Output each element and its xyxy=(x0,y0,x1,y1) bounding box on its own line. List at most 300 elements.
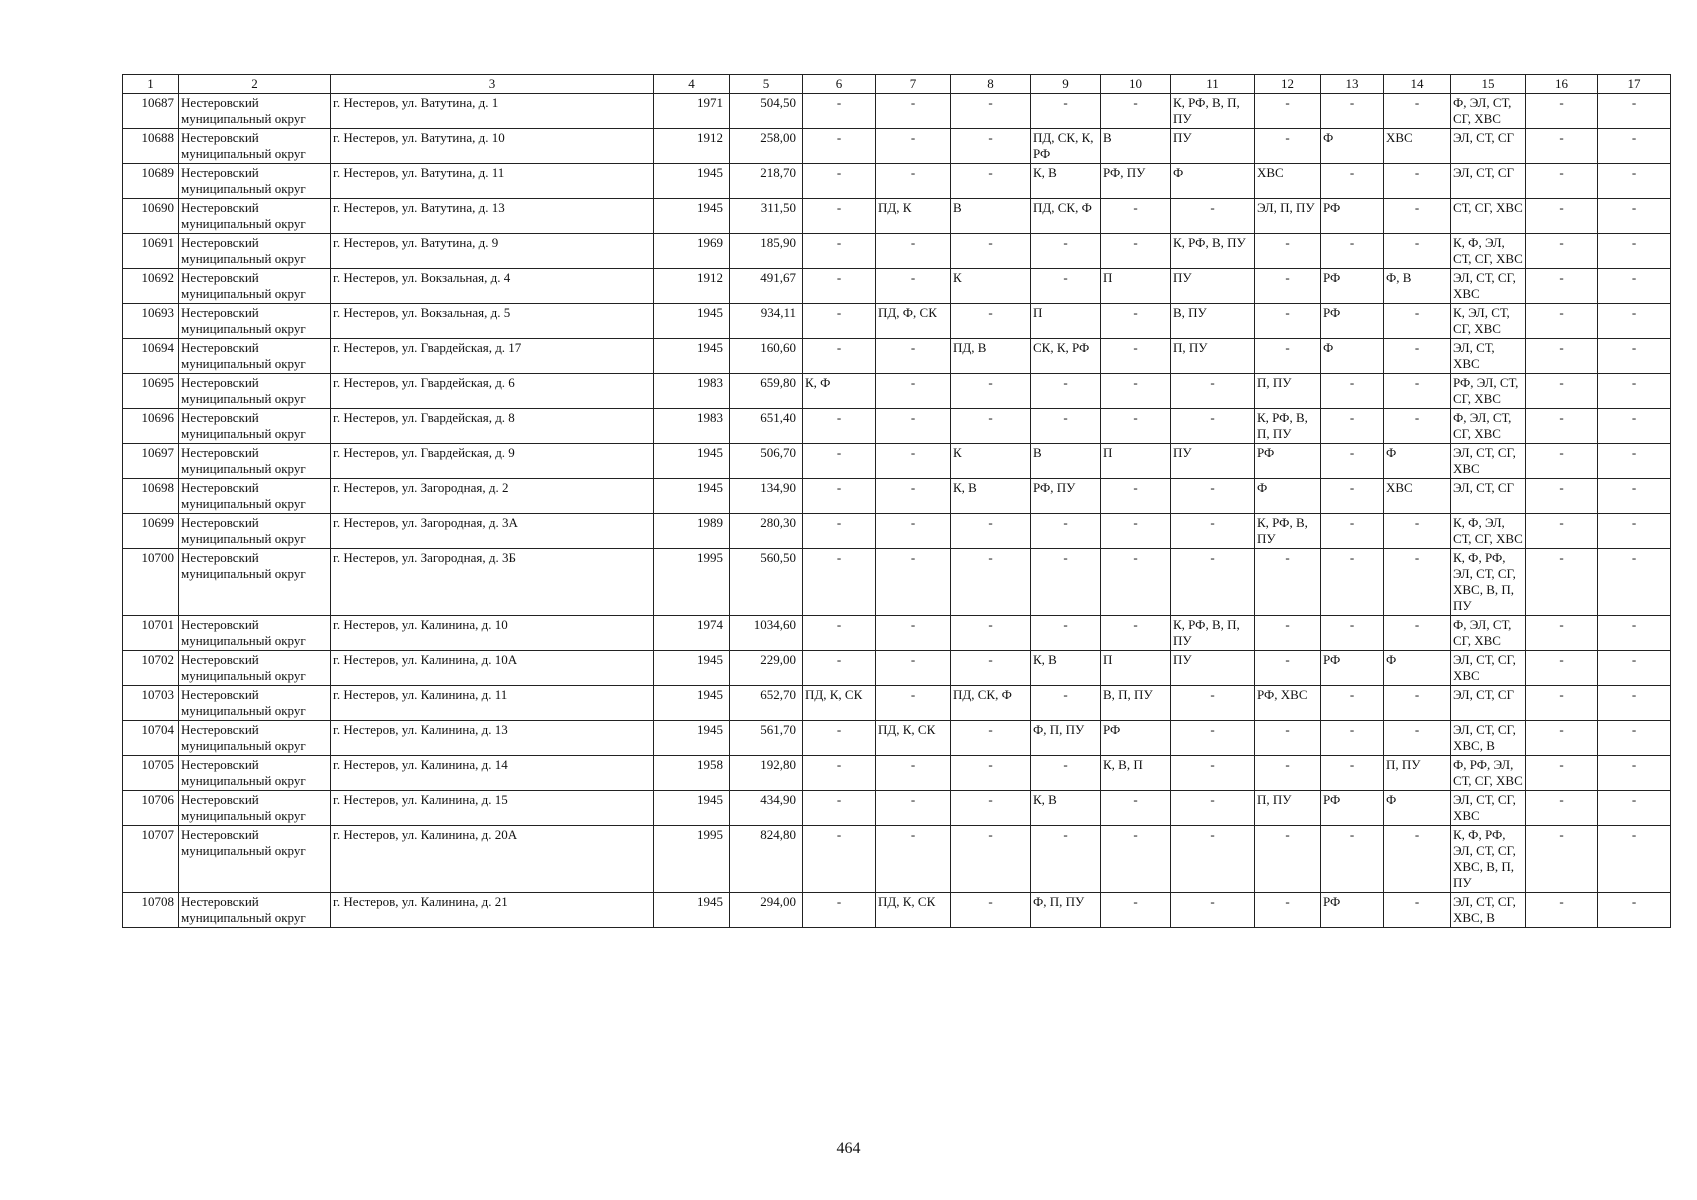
table-cell-col-6: - xyxy=(803,129,876,164)
table-cell-col-2: Нестеровский муниципальный округ xyxy=(179,269,331,304)
table-cell-col-13: РФ xyxy=(1321,269,1384,304)
table-cell-col-9: РФ, ПУ xyxy=(1031,479,1101,514)
column-header-6: 6 xyxy=(803,75,876,94)
table-cell-col-6: - xyxy=(803,339,876,374)
table-cell-col-3: г. Нестеров, ул. Загородная, д. 3А xyxy=(331,514,654,549)
table-cell-col-9: ПД, СК, Ф xyxy=(1031,199,1101,234)
table-cell-col-16: - xyxy=(1526,514,1598,549)
table-cell-col-15: ЭЛ, СТ, СГ, ХВС xyxy=(1451,651,1526,686)
table-cell-col-16: - xyxy=(1526,339,1598,374)
table-cell-col-3: г. Нестеров, ул. Калинина, д. 10 xyxy=(331,616,654,651)
table-cell-col-4: 1945 xyxy=(654,721,730,756)
table-cell-col-11: П, ПУ xyxy=(1171,339,1255,374)
column-header-13: 13 xyxy=(1321,75,1384,94)
table-cell-col-4: 1912 xyxy=(654,129,730,164)
table-cell-col-4: 1969 xyxy=(654,234,730,269)
table-cell-col-7: - xyxy=(876,444,951,479)
table-cell-col-17: - xyxy=(1598,721,1671,756)
table-cell-col-9: - xyxy=(1031,616,1101,651)
table-cell-col-2: Нестеровский муниципальный округ xyxy=(179,409,331,444)
table-cell-col-2: Нестеровский муниципальный округ xyxy=(179,791,331,826)
table-cell-col-2: Нестеровский муниципальный округ xyxy=(179,756,331,791)
table-cell-col-5: 934,11 xyxy=(730,304,803,339)
table-cell-col-3: г. Нестеров, ул. Вокзальная, д. 4 xyxy=(331,269,654,304)
table-cell-col-3: г. Нестеров, ул. Гвардейская, д. 17 xyxy=(331,339,654,374)
table-cell-col-10: - xyxy=(1101,549,1171,616)
table-row xyxy=(123,94,1671,129)
table-cell-col-14: ХВС xyxy=(1384,479,1451,514)
table-cell-col-7: - xyxy=(876,269,951,304)
table-cell-col-15: Ф, ЭЛ, СТ, СГ, ХВС xyxy=(1451,409,1526,444)
table-row xyxy=(123,304,1671,339)
table-cell-col-4: 1995 xyxy=(654,826,730,893)
table-cell-col-9: - xyxy=(1031,514,1101,549)
table-cell-col-5: 652,70 xyxy=(730,686,803,721)
table-cell-col-17: - xyxy=(1598,893,1671,928)
table-cell-col-12: - xyxy=(1255,304,1321,339)
table-cell-col-10: В, П, ПУ xyxy=(1101,686,1171,721)
table-cell-col-13: РФ xyxy=(1321,791,1384,826)
table-cell-col-11: - xyxy=(1171,893,1255,928)
column-header-10: 10 xyxy=(1101,75,1171,94)
table-cell-col-13: - xyxy=(1321,514,1384,549)
column-header-12: 12 xyxy=(1255,75,1321,94)
table-cell-col-13: - xyxy=(1321,444,1384,479)
table-cell-col-8: ПД, СК, Ф xyxy=(951,686,1031,721)
table-cell-col-7: ПД, К, СК xyxy=(876,721,951,756)
table-cell-col-1: 10696 xyxy=(123,409,179,444)
table-cell-col-5: 294,00 xyxy=(730,893,803,928)
table-cell-col-12: - xyxy=(1255,94,1321,129)
table-cell-col-17: - xyxy=(1598,651,1671,686)
table-cell-col-8: - xyxy=(951,514,1031,549)
table-cell-col-11: - xyxy=(1171,549,1255,616)
table-cell-col-14: П, ПУ xyxy=(1384,756,1451,791)
table-cell-col-13: Ф xyxy=(1321,129,1384,164)
table-cell-col-14: - xyxy=(1384,234,1451,269)
table-cell-col-16: - xyxy=(1526,791,1598,826)
table-cell-col-12: Ф xyxy=(1255,479,1321,514)
table-cell-col-15: ЭЛ, СТ, СГ xyxy=(1451,479,1526,514)
table-cell-col-1: 10698 xyxy=(123,479,179,514)
table-cell-col-12: - xyxy=(1255,616,1321,651)
table-cell-col-5: 434,90 xyxy=(730,791,803,826)
table-cell-col-14: - xyxy=(1384,616,1451,651)
table-cell-col-13: - xyxy=(1321,234,1384,269)
table-cell-col-5: 160,60 xyxy=(730,339,803,374)
table-cell-col-10: - xyxy=(1101,94,1171,129)
table-cell-col-4: 1983 xyxy=(654,374,730,409)
table-row xyxy=(123,234,1671,269)
table-cell-col-16: - xyxy=(1526,409,1598,444)
table-cell-col-16: - xyxy=(1526,479,1598,514)
table-cell-col-8: - xyxy=(951,651,1031,686)
table-cell-col-6: - xyxy=(803,651,876,686)
table-cell-col-16: - xyxy=(1526,721,1598,756)
table-cell-col-4: 1945 xyxy=(654,686,730,721)
register-table xyxy=(122,74,1671,928)
table-cell-col-15: ЭЛ, СТ, СГ, ХВС xyxy=(1451,444,1526,479)
table-row xyxy=(123,479,1671,514)
table-cell-col-1: 10708 xyxy=(123,893,179,928)
table-cell-col-7: - xyxy=(876,479,951,514)
table-cell-col-4: 1945 xyxy=(654,444,730,479)
table-cell-col-9: - xyxy=(1031,756,1101,791)
table-cell-col-14: - xyxy=(1384,514,1451,549)
table-cell-col-13: РФ xyxy=(1321,199,1384,234)
table-cell-col-17: - xyxy=(1598,756,1671,791)
table-cell-col-4: 1945 xyxy=(654,164,730,199)
table-cell-col-4: 1945 xyxy=(654,791,730,826)
table-cell-col-6: - xyxy=(803,164,876,199)
table-cell-col-3: г. Нестеров, ул. Загородная, д. 2 xyxy=(331,479,654,514)
column-header-8: 8 xyxy=(951,75,1031,94)
page-number: 464 xyxy=(836,1140,861,1157)
column-header-5: 5 xyxy=(730,75,803,94)
column-header-1: 1 xyxy=(123,75,179,94)
table-cell-col-5: 506,70 xyxy=(730,444,803,479)
table-cell-col-15: РФ, ЭЛ, СТ, СГ, ХВС xyxy=(1451,374,1526,409)
table-row xyxy=(123,374,1671,409)
table-cell-col-8: - xyxy=(951,791,1031,826)
table-cell-col-17: - xyxy=(1598,129,1671,164)
table-cell-col-14: - xyxy=(1384,304,1451,339)
table-cell-col-14: - xyxy=(1384,199,1451,234)
table-cell-col-10: П xyxy=(1101,651,1171,686)
table-cell-col-12: - xyxy=(1255,893,1321,928)
table-cell-col-2: Нестеровский муниципальный округ xyxy=(179,94,331,129)
table-cell-col-10: - xyxy=(1101,304,1171,339)
column-header-7: 7 xyxy=(876,75,951,94)
table-cell-col-5: 218,70 xyxy=(730,164,803,199)
table-cell-col-5: 185,90 xyxy=(730,234,803,269)
table-cell-col-17: - xyxy=(1598,549,1671,616)
table-cell-col-8: К xyxy=(951,444,1031,479)
table-cell-col-16: - xyxy=(1526,234,1598,269)
table-cell-col-8: - xyxy=(951,234,1031,269)
table-cell-col-3: г. Нестеров, ул. Калинина, д. 11 xyxy=(331,686,654,721)
table-cell-col-14: - xyxy=(1384,826,1451,893)
table-cell-col-12: - xyxy=(1255,756,1321,791)
table-body xyxy=(123,94,1671,928)
table-cell-col-15: ЭЛ, СТ, СГ, ХВС xyxy=(1451,791,1526,826)
table-cell-col-16: - xyxy=(1526,129,1598,164)
table-cell-col-5: 229,00 xyxy=(730,651,803,686)
table-cell-col-16: - xyxy=(1526,616,1598,651)
table-cell-col-13: - xyxy=(1321,721,1384,756)
table-cell-col-14: - xyxy=(1384,893,1451,928)
table-cell-col-1: 10697 xyxy=(123,444,179,479)
table-row xyxy=(123,199,1671,234)
table-cell-col-1: 10690 xyxy=(123,199,179,234)
table-cell-col-8: - xyxy=(951,409,1031,444)
table-cell-col-9: - xyxy=(1031,826,1101,893)
table-cell-col-8: - xyxy=(951,826,1031,893)
table-row xyxy=(123,409,1671,444)
table-cell-col-12: ЭЛ, П, ПУ xyxy=(1255,199,1321,234)
table-cell-col-1: 10707 xyxy=(123,826,179,893)
table-row xyxy=(123,129,1671,164)
table-cell-col-2: Нестеровский муниципальный округ xyxy=(179,549,331,616)
table-cell-col-9: ПД, СК, К, РФ xyxy=(1031,129,1101,164)
table-cell-col-1: 10704 xyxy=(123,721,179,756)
table-cell-col-9: - xyxy=(1031,686,1101,721)
table-row xyxy=(123,686,1671,721)
table-cell-col-11: - xyxy=(1171,791,1255,826)
table-cell-col-12: - xyxy=(1255,721,1321,756)
table-cell-col-16: - xyxy=(1526,756,1598,791)
table-cell-col-5: 824,80 xyxy=(730,826,803,893)
table-cell-col-14: - xyxy=(1384,94,1451,129)
table-cell-col-12: ХВС xyxy=(1255,164,1321,199)
table-cell-col-1: 10706 xyxy=(123,791,179,826)
table-cell-col-15: СТ, СГ, ХВС xyxy=(1451,199,1526,234)
table-cell-col-7: - xyxy=(876,826,951,893)
table-cell-col-5: 258,00 xyxy=(730,129,803,164)
table-cell-col-8: - xyxy=(951,374,1031,409)
table-cell-col-11: - xyxy=(1171,686,1255,721)
table-cell-col-9: - xyxy=(1031,94,1101,129)
table-cell-col-16: - xyxy=(1526,686,1598,721)
table-cell-col-17: - xyxy=(1598,199,1671,234)
table-cell-col-2: Нестеровский муниципальный округ xyxy=(179,826,331,893)
table-cell-col-9: В xyxy=(1031,444,1101,479)
table-cell-col-9: К, В xyxy=(1031,651,1101,686)
table-cell-col-6: - xyxy=(803,721,876,756)
table-cell-col-7: - xyxy=(876,651,951,686)
table-cell-col-15: К, Ф, ЭЛ, СТ, СГ, ХВС xyxy=(1451,514,1526,549)
table-row xyxy=(123,616,1671,651)
table-cell-col-12: - xyxy=(1255,269,1321,304)
table-row xyxy=(123,269,1671,304)
table-cell-col-14: - xyxy=(1384,164,1451,199)
table-cell-col-11: - xyxy=(1171,756,1255,791)
table-row xyxy=(123,651,1671,686)
table-cell-col-17: - xyxy=(1598,339,1671,374)
table-cell-col-1: 10687 xyxy=(123,94,179,129)
table-cell-col-15: К, Ф, РФ, ЭЛ, СТ, СГ, ХВС, В, П, ПУ xyxy=(1451,549,1526,616)
table-cell-col-4: 1989 xyxy=(654,514,730,549)
table-cell-col-15: ЭЛ, СТ, СГ xyxy=(1451,164,1526,199)
table-cell-col-5: 134,90 xyxy=(730,479,803,514)
table-cell-col-10: - xyxy=(1101,479,1171,514)
column-header-4: 4 xyxy=(654,75,730,94)
table-cell-col-8: - xyxy=(951,164,1031,199)
table-cell-col-5: 311,50 xyxy=(730,199,803,234)
table-row xyxy=(123,339,1671,374)
table-cell-col-6: - xyxy=(803,304,876,339)
table-cell-col-1: 10693 xyxy=(123,304,179,339)
table-cell-col-11: - xyxy=(1171,479,1255,514)
table-cell-col-15: ЭЛ, СТ, СГ xyxy=(1451,129,1526,164)
table-cell-col-4: 1912 xyxy=(654,269,730,304)
table-row xyxy=(123,164,1671,199)
table-cell-col-2: Нестеровский муниципальный округ xyxy=(179,893,331,928)
column-header-9: 9 xyxy=(1031,75,1101,94)
table-cell-col-2: Нестеровский муниципальный округ xyxy=(179,479,331,514)
table-cell-col-14: - xyxy=(1384,374,1451,409)
table-cell-col-12: - xyxy=(1255,339,1321,374)
table-cell-col-11: К, РФ, В, П, ПУ xyxy=(1171,616,1255,651)
table-row xyxy=(123,444,1671,479)
table-cell-col-5: 504,50 xyxy=(730,94,803,129)
table-cell-col-6: К, Ф xyxy=(803,374,876,409)
table-cell-col-3: г. Нестеров, ул. Гвардейская, д. 8 xyxy=(331,409,654,444)
table-cell-col-3: г. Нестеров, ул. Калинина, д. 15 xyxy=(331,791,654,826)
table-cell-col-4: 1945 xyxy=(654,893,730,928)
table-cell-col-14: - xyxy=(1384,549,1451,616)
table-row xyxy=(123,756,1671,791)
table-cell-col-7: - xyxy=(876,129,951,164)
table-cell-col-12: П, ПУ xyxy=(1255,374,1321,409)
table-cell-col-15: К, Ф, ЭЛ, СТ, СГ, ХВС xyxy=(1451,234,1526,269)
table-cell-col-13: - xyxy=(1321,549,1384,616)
table-cell-col-17: - xyxy=(1598,791,1671,826)
table-cell-col-7: ПД, Ф, СК xyxy=(876,304,951,339)
column-header-11: 11 xyxy=(1171,75,1255,94)
table-cell-col-3: г. Нестеров, ул. Ватутина, д. 1 xyxy=(331,94,654,129)
table-cell-col-9: Ф, П, ПУ xyxy=(1031,893,1101,928)
table-cell-col-8: К, В xyxy=(951,479,1031,514)
table-cell-col-16: - xyxy=(1526,304,1598,339)
table-cell-col-11: ПУ xyxy=(1171,444,1255,479)
table-cell-col-12: РФ, ХВС xyxy=(1255,686,1321,721)
table-cell-col-14: Ф xyxy=(1384,444,1451,479)
table-cell-col-2: Нестеровский муниципальный округ xyxy=(179,304,331,339)
table-cell-col-2: Нестеровский муниципальный округ xyxy=(179,164,331,199)
table-row xyxy=(123,721,1671,756)
table-cell-col-2: Нестеровский муниципальный округ xyxy=(179,651,331,686)
table-cell-col-15: Ф, ЭЛ, СТ, СГ, ХВС xyxy=(1451,94,1526,129)
table-cell-col-3: г. Нестеров, ул. Ватутина, д. 11 xyxy=(331,164,654,199)
table-cell-col-16: - xyxy=(1526,269,1598,304)
table-cell-col-10: РФ, ПУ xyxy=(1101,164,1171,199)
table-cell-col-3: г. Нестеров, ул. Калинина, д. 14 xyxy=(331,756,654,791)
table-cell-col-14: - xyxy=(1384,339,1451,374)
table-cell-col-6: - xyxy=(803,94,876,129)
table-cell-col-10: - xyxy=(1101,791,1171,826)
table-cell-col-3: г. Нестеров, ул. Ватутина, д. 9 xyxy=(331,234,654,269)
table-cell-col-8: - xyxy=(951,304,1031,339)
table-cell-col-10: - xyxy=(1101,339,1171,374)
table-cell-col-1: 10692 xyxy=(123,269,179,304)
table-cell-col-16: - xyxy=(1526,199,1598,234)
table-cell-col-2: Нестеровский муниципальный округ xyxy=(179,339,331,374)
table-cell-col-10: - xyxy=(1101,409,1171,444)
table-cell-col-10: П xyxy=(1101,444,1171,479)
column-header-17: 17 xyxy=(1598,75,1671,94)
table-cell-col-6: ПД, К, СК xyxy=(803,686,876,721)
table-cell-col-2: Нестеровский муниципальный округ xyxy=(179,199,331,234)
table-cell-col-15: ЭЛ, СТ, СГ, ХВС, В xyxy=(1451,893,1526,928)
table-cell-col-7: - xyxy=(876,374,951,409)
table-cell-col-13: - xyxy=(1321,756,1384,791)
table-cell-col-6: - xyxy=(803,893,876,928)
table-cell-col-6: - xyxy=(803,616,876,651)
table-cell-col-4: 1945 xyxy=(654,339,730,374)
table-cell-col-6: - xyxy=(803,409,876,444)
table-cell-col-4: 1971 xyxy=(654,94,730,129)
table-cell-col-3: г. Нестеров, ул. Гвардейская, д. 6 xyxy=(331,374,654,409)
table-cell-col-17: - xyxy=(1598,94,1671,129)
column-header-15: 15 xyxy=(1451,75,1526,94)
table-cell-col-8: В xyxy=(951,199,1031,234)
table-cell-col-16: - xyxy=(1526,826,1598,893)
table-cell-col-13: Ф xyxy=(1321,339,1384,374)
table-cell-col-1: 10703 xyxy=(123,686,179,721)
table-cell-col-4: 1958 xyxy=(654,756,730,791)
table-cell-col-9: - xyxy=(1031,234,1101,269)
table-cell-col-3: г. Нестеров, ул. Вокзальная, д. 5 xyxy=(331,304,654,339)
table-cell-col-2: Нестеровский муниципальный округ xyxy=(179,616,331,651)
table-cell-col-15: ЭЛ, СТ, СГ, ХВС, В xyxy=(1451,721,1526,756)
table-cell-col-15: ЭЛ, СТ, СГ, ХВС xyxy=(1451,269,1526,304)
table-cell-col-17: - xyxy=(1598,616,1671,651)
table-cell-col-2: Нестеровский муниципальный округ xyxy=(179,686,331,721)
table-cell-col-8: К xyxy=(951,269,1031,304)
table-row xyxy=(123,826,1671,893)
table-cell-col-9: - xyxy=(1031,269,1101,304)
table-cell-col-15: Ф, РФ, ЭЛ, СТ, СГ, ХВС xyxy=(1451,756,1526,791)
table-cell-col-17: - xyxy=(1598,234,1671,269)
table-cell-col-15: К, Ф, РФ, ЭЛ, СТ, СГ, ХВС, В, П, ПУ xyxy=(1451,826,1526,893)
table-cell-col-6: - xyxy=(803,791,876,826)
table-cell-col-7: - xyxy=(876,616,951,651)
table-cell-col-7: - xyxy=(876,164,951,199)
table-cell-col-10: П xyxy=(1101,269,1171,304)
table-cell-col-17: - xyxy=(1598,479,1671,514)
table-cell-col-12: - xyxy=(1255,129,1321,164)
table-cell-col-1: 10705 xyxy=(123,756,179,791)
table-cell-col-7: ПД, К, СК xyxy=(876,893,951,928)
table-cell-col-1: 10694 xyxy=(123,339,179,374)
table-cell-col-4: 1945 xyxy=(654,199,730,234)
table-cell-col-5: 651,40 xyxy=(730,409,803,444)
table-cell-col-2: Нестеровский муниципальный округ xyxy=(179,721,331,756)
table-cell-col-9: - xyxy=(1031,374,1101,409)
table-cell-col-17: - xyxy=(1598,164,1671,199)
table-cell-col-14: - xyxy=(1384,409,1451,444)
table-cell-col-1: 10695 xyxy=(123,374,179,409)
table-row xyxy=(123,549,1671,616)
table-cell-col-10: - xyxy=(1101,514,1171,549)
table-cell-col-13: - xyxy=(1321,616,1384,651)
table-cell-col-4: 1945 xyxy=(654,479,730,514)
table-cell-col-8: - xyxy=(951,721,1031,756)
table-cell-col-3: г. Нестеров, ул. Гвардейская, д. 9 xyxy=(331,444,654,479)
table-cell-col-10: - xyxy=(1101,893,1171,928)
table-cell-col-16: - xyxy=(1526,549,1598,616)
table-cell-col-5: 659,80 xyxy=(730,374,803,409)
table-cell-col-1: 10691 xyxy=(123,234,179,269)
table-cell-col-10: В xyxy=(1101,129,1171,164)
table-cell-col-6: - xyxy=(803,826,876,893)
table-cell-col-7: ПД, К xyxy=(876,199,951,234)
table-cell-col-3: г. Нестеров, ул. Калинина, д. 13 xyxy=(331,721,654,756)
table-cell-col-11: - xyxy=(1171,409,1255,444)
table-cell-col-12: - xyxy=(1255,549,1321,616)
table-row xyxy=(123,791,1671,826)
table-cell-col-15: ЭЛ, СТ, ХВС xyxy=(1451,339,1526,374)
table-cell-col-17: - xyxy=(1598,269,1671,304)
table-cell-col-12: РФ xyxy=(1255,444,1321,479)
table-cell-col-9: Ф, П, ПУ xyxy=(1031,721,1101,756)
table-cell-col-13: - xyxy=(1321,94,1384,129)
table-cell-col-11: ПУ xyxy=(1171,269,1255,304)
table-cell-col-2: Нестеровский муниципальный округ xyxy=(179,374,331,409)
table-cell-col-11: - xyxy=(1171,374,1255,409)
table-cell-col-11: К, РФ, В, ПУ xyxy=(1171,234,1255,269)
